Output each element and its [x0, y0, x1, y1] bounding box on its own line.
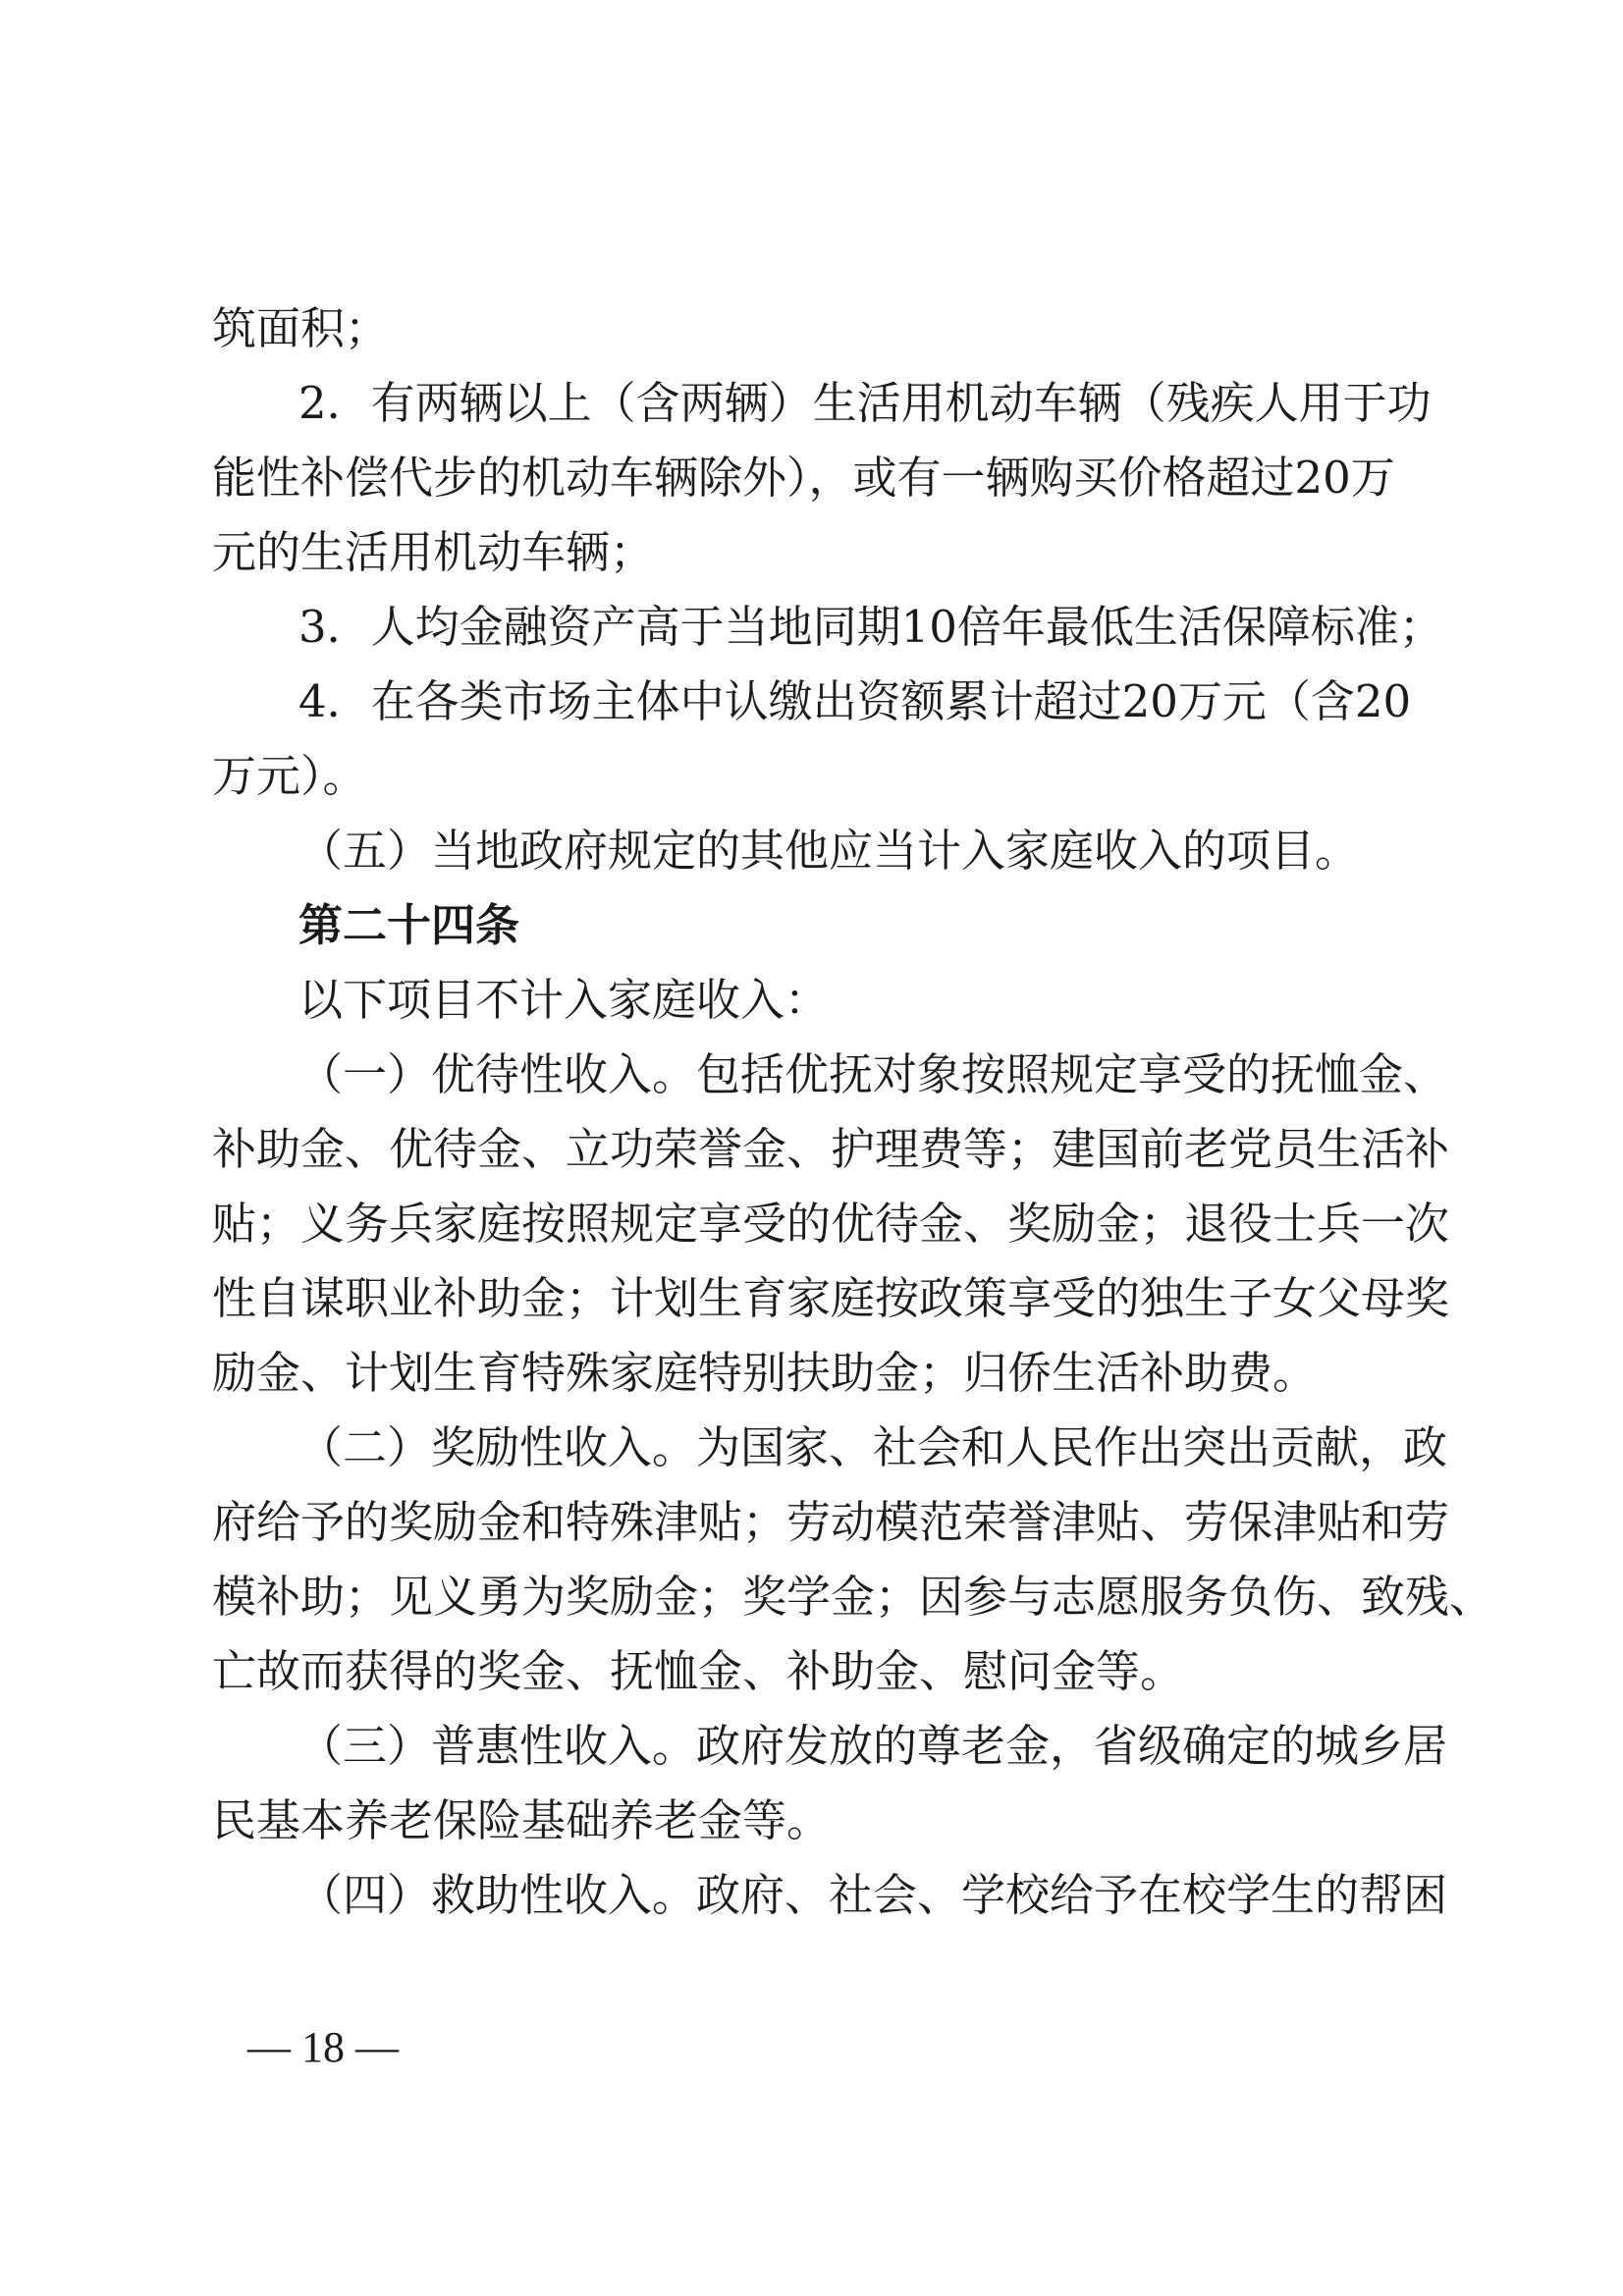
text-line: 民基本养老保险基础养老金等。 — [212, 1794, 832, 1846]
text-line: （四）救助性收入。政府、社会、学校给予在校学生的帮困 — [298, 1869, 1448, 1921]
text-line: 性自谋职业补助金；计划生育家庭按政策享受的独生子女父母奖 — [212, 1272, 1450, 1324]
page-number: — 18 — — [247, 2023, 399, 2071]
text-line: （一）优待性收入。包括优抚对象按照规定享受的抚恤金、 — [298, 1048, 1448, 1100]
text-line: 亡故而获得的奖金、抚恤金、补助金、慰问金等。 — [212, 1645, 1185, 1697]
text-line: 模补助；见义勇为奖励金；奖学金；因参与志愿服务负伤、致残、 — [212, 1571, 1494, 1623]
text-line: 补助金、优待金、立功荣誉金、护理费等；建国前老党员生活补 — [212, 1123, 1450, 1175]
text-line: 贴；义务兵家庭按照规定享受的优待金、奖励金；退役士兵一次 — [212, 1198, 1450, 1250]
text-line: 能性补偿代步的机动车辆除外），或有一辆购买价格超过20万 — [212, 452, 1395, 504]
text-line: 万元）。 — [212, 750, 367, 802]
text-line: （二）奖励性收入。为国家、社会和人民作出突出贡献，政 — [298, 1421, 1448, 1473]
text-line: 4．在各类市场主体中认缴出资额累计超过20万元（含20 — [298, 675, 1412, 727]
text-line: （三）普惠性收入。政府发放的尊老金，省级确定的城乡居 — [298, 1720, 1448, 1772]
article-heading: 第二十四条 — [298, 899, 520, 951]
text-line: （五）当地政府规定的其他应当计入家庭收入的项目。 — [298, 825, 1360, 877]
text-line: 元的生活用机动车辆； — [212, 526, 655, 578]
text-line: 筑面积； — [212, 302, 390, 354]
text-line: 3．人均金融资产高于当地同期10倍年最低生活保障标准； — [298, 601, 1443, 653]
text-line: 以下项目不计入家庭收入： — [298, 974, 830, 1026]
text-line: 励金、计划生育特殊家庭特别扶助金；归侨生活补助费。 — [212, 1347, 1318, 1399]
text-line: 2．有两辆以上（含两辆）生活用机动车辆（残疾人用于功 — [298, 377, 1432, 429]
text-line: 府给予的奖励金和特殊津贴；劳动模范荣誉津贴、劳保津贴和劳 — [212, 1496, 1450, 1548]
